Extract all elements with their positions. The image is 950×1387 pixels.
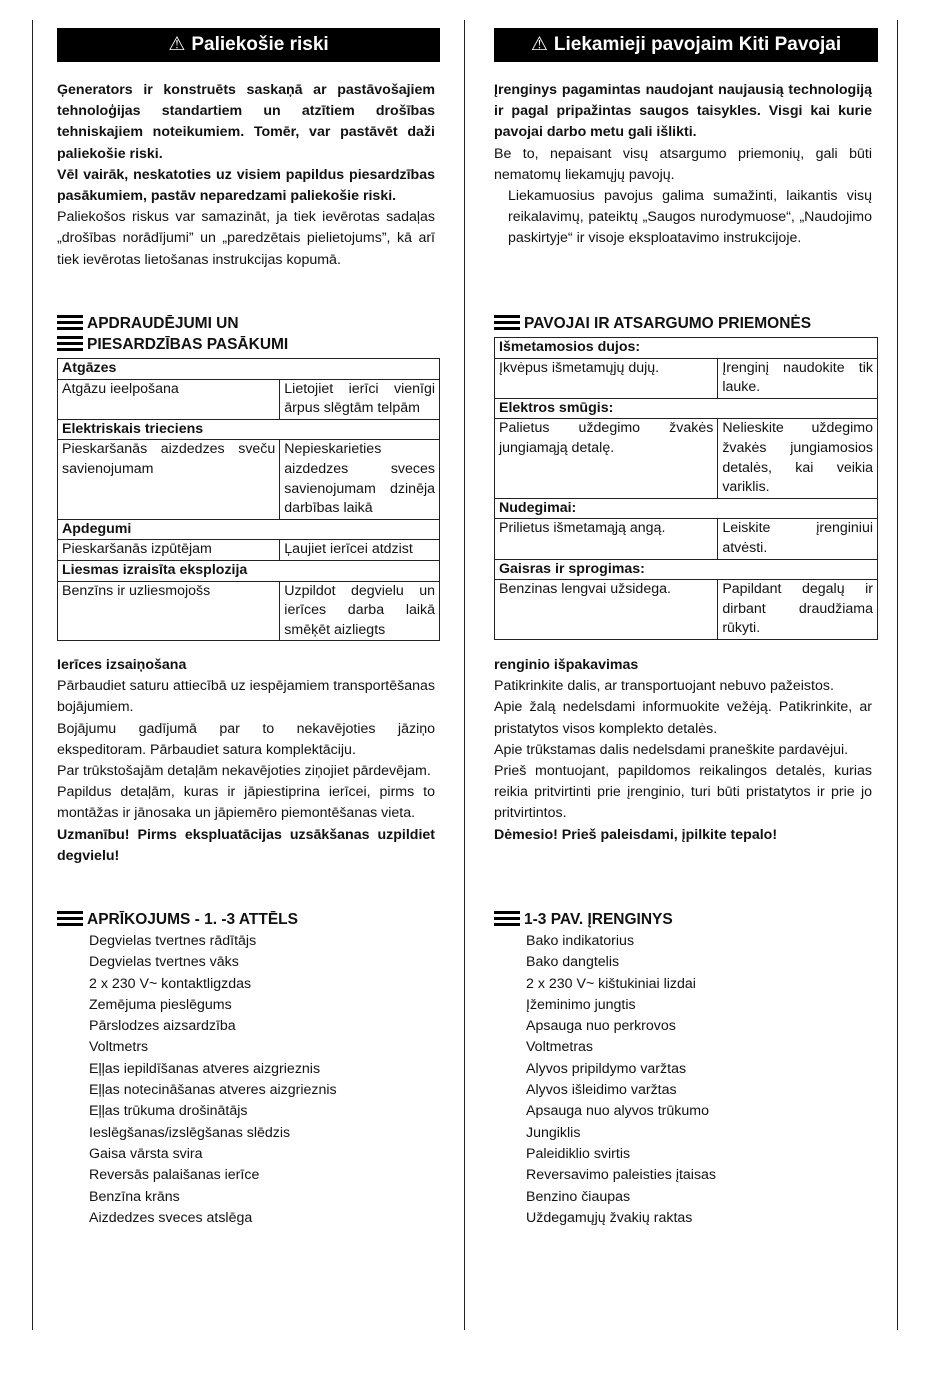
list-lines-icon [494,315,520,331]
hazard-detail-row [58,540,440,561]
equipment-item: Jungiklis [526,1124,581,1141]
left-unpack-heading: Ierīces izsaiņošana [57,657,187,673]
left-equipment-list [89,931,435,1229]
unpack-paragraph: Patikrinkite dalis, ar transportuojant nebuvo pažeistos. [494,678,834,695]
equipment-item: Degvielas tvertnes rādītājs [89,933,257,949]
right-hazards-heading: PAVOJAI IR ATSARGUMO PRIEMONĖS [494,313,811,334]
list-lines-icon [57,911,83,927]
right-banner-title: Liekamieji pavojaim Kiti Pavojai [553,34,842,55]
hazard-cause: Įkvėpus išmetamųjų dujų. [495,358,718,398]
equipment-item: Reversavimo paleisties įtaisas [526,1167,717,1184]
left-intro-bold-1: Ģenerators ir konstruēts saskaņā ar pastāvošajiem tehnoloģijas standartiem un atzītiem drošības tehniskajiem noteikumiem. Tomēr, var pastāvēt daži paliekošie riski. [57,82,435,162]
equipment-item: Benzīna krāns [89,1188,180,1205]
hazard-title-row [58,560,440,581]
left-unpacking [57,655,435,867]
left-banner-title: Paliekošie riski [191,34,329,55]
equipment-item: Degvielas tvertnes vāks [89,954,239,971]
unpack-paragraph: Par trūkstošajām detaļām nekavējoties ziņojiet pārdevējam. [57,763,431,780]
left-unpack-warning: Uzmanību! Pirms ekspluatācijas uzsākšanas uzpildiet degvielu! [57,826,435,864]
right-equipment-list [526,931,872,1229]
center-divider-line [464,20,465,1330]
left-border-line [32,20,33,1330]
hazard-title: Gaisras ir sprogimas: [495,559,878,580]
hazard-detail-row [495,419,878,498]
hazard-title: Liesmas izraisīta eksplozija [58,560,440,581]
hazard-detail-row [495,580,878,640]
hazard-detail-row [58,379,440,419]
equipment-item: Gaisa vārsta svira [89,1145,203,1162]
hazard-action: Įrenginį naudokite tik lauke. [718,358,878,398]
equipment-item: Apsauga nuo perkrovos [526,1018,676,1035]
hazard-title: Elektros smūgis: [495,398,878,419]
right-hazards-table [494,337,878,640]
hazard-action: Uzpildot degvielu un ierīces darba laikā smēķēt aizliegts [280,581,440,641]
unpack-paragraph: Prieš montuojant, papildomos reikalingos detalės, kurias reikia pritvirtinti prie įrenginio, turi būti pristatytos ir prie jo pritvirtintos. [494,763,872,822]
left-hazards-heading: APDRAUDĒJUMI UN PIESARDZĪBAS PASĀKUMI [57,313,288,355]
left-equipment-heading: APRĪKOJUMS - 1. -3 ATTĒLS [57,909,298,930]
hazard-action: Papildant degalų ir dirbant draudžiama rūkyti. [718,580,878,640]
hazard-cause: Pieskaršanās aizdedzes sveču savienojumam [58,440,280,519]
right-intro [494,80,872,250]
hazard-title: Atgāzes [58,359,440,380]
hazard-title: Apdegumi [58,519,440,540]
left-intro-normal: Paliekošos riskus var samazināt, ja tiek ievērotas sadaļas „drošības norādījumi” un „paredzētais pielietojums”, kā arī tiek ievērotas lietošanas instrukcijas kopumā. [57,209,435,268]
warning-triangle-icon: ⚠ [168,34,186,55]
hazard-action: Ļaujiet ierīcei atdzist [280,540,440,561]
equipment-item: Eļļas trūkuma drošinātājs [89,1103,248,1120]
equipment-item: Ieslēgšanas/izslēgšanas slēdzis [89,1124,291,1141]
equipment-item: Alyvos išleidimo varžtas [526,1082,677,1099]
hazard-action: Nelieskite uždegimo žvakės jungiamosios detalės, kai veikia variklis. [718,419,878,498]
equipment-item: 2 x 230 V~ kištukiniai lizdai [526,975,696,992]
right-unpacking [494,655,872,846]
left-banner [57,28,440,62]
left-intro [57,80,435,271]
hazard-title-row [58,359,440,380]
hazard-title: Nudegimai: [495,498,878,519]
hazard-cause: Benzinas lengvai užsidega. [495,580,718,640]
right-border-line [897,20,898,1330]
hazard-title-row [495,398,878,419]
right-column [494,28,878,62]
hazard-title-row [58,519,440,540]
right-intro-bold: Įrenginys pagamintas naudojant naujausią technologiją ir pagal pripažintas saugos taisykles. Visgi kai kurie pavojai darbo metu gali išlikti. [494,82,872,141]
equipment-item: Bako dangtelis [526,954,620,971]
hazard-detail-row [495,519,878,559]
right-unpack-warning: Dėmesio! Prieš paleisdami, įpilkite tepalo! [494,826,778,843]
hazard-cause: Palietus uždegimo žvakės jungiamąją detalę. [495,419,718,498]
left-hazards-table [57,358,440,641]
warning-triangle-icon: ⚠ [530,34,548,55]
equipment-item: Benzino čiaupas [526,1188,631,1205]
unpack-paragraph: Apie žalą nedelsdami informuokite vežėją. Patikrinkite, ar pristatytos visos komplekto detalės. [494,699,872,737]
hazard-cause: Prilietus išmetamąją angą. [495,519,718,559]
right-intro-indented: Liekamuosius pavojus galima sumažinti, laikantis visų reikalavimų, pateiktų „Saugos nurodymuose“, „Naudojimo paskirtyje“ ir visoje eksploatavimo instrukcijoje. [508,188,872,247]
hazard-title-row [58,419,440,440]
equipment-item: Alyvos pripildymo varžtas [526,1060,687,1077]
equipment-item: Pārslodzes aizsardzība [89,1018,236,1035]
hazard-detail-row [58,581,440,641]
hazard-cause: Pieskaršanās izpūtējam [58,540,280,561]
equipment-item: Įžeminimo jungtis [526,996,636,1013]
list-lines-icon [57,315,83,331]
unpack-paragraph: Papildus detaļām, kuras ir jāpiestiprina ierīcei, pirms to montāžas ir jānosaka un jāpiemēro piemontēšanas vieta. [57,784,435,822]
equipment-item: Voltmetras [526,1039,594,1056]
hazard-title: Elektriskais trieciens [58,419,440,440]
equipment-item: Eļļas iepildīšanas atveres aizgrieznis [89,1060,321,1077]
hazard-action: Leiskite įrenginiui atvėsti. [718,519,878,559]
equipment-item: Aizdedzes sveces atslēga [89,1209,253,1226]
right-intro-normal: Be to, nepaisant visų atsargumo priemonių, gali būti nematomų liekamųjų pavojų. [494,145,872,183]
right-unpack-heading: renginio išpakavimas [494,657,639,673]
unpack-paragraph: Apie trūkstamas dalis nedelsdami praneškite pardavėjui. [494,741,849,758]
hazard-cause: Atgāzu ieelpošana [58,379,280,419]
equipment-item: Paleidiklio svirtis [526,1145,631,1162]
equipment-item: 2 x 230 V~ kontaktligzdas [89,975,252,992]
left-intro-bold-2: Vēl vairāk, neskatoties uz visiem papildus piesardzības pasākumiem, pastāv neparedzami paliekošie riski. [57,166,435,205]
hazard-title: Išmetamosios dujos: [495,338,878,359]
equipment-item: Apsauga nuo alyvos trūkumo [526,1103,709,1120]
unpack-paragraph: Bojājumu gadījumā par to nekavējoties jāziņo ekspeditoram. Pārbaudiet satura komplektāciju. [57,720,435,758]
unpack-paragraph: Pārbaudiet saturu attiecībā uz iespējamiem transportēšanas bojājumiem. [57,678,435,716]
hazard-detail-row [495,358,878,398]
equipment-item: Reversās palaišanas ierīce [89,1167,260,1184]
list-lines-icon [494,911,520,927]
hazard-action: Nepieskarieties aizdedzes sveces savienojumam dzinēja darbības laikā [280,440,440,519]
equipment-item: Bako indikatorius [526,933,635,949]
hazard-title-row [495,338,878,359]
equipment-item: Voltmetrs [89,1039,149,1056]
right-equipment-heading: 1-3 PAV. ĮRENGINYS [494,909,673,930]
right-banner [494,28,878,62]
hazard-title-row [495,559,878,580]
equipment-item: Uždegamųjų žvakių raktas [526,1209,693,1226]
left-column [57,28,440,62]
hazard-detail-row [58,440,440,519]
list-lines-icon [57,336,83,352]
hazard-title-row [495,498,878,519]
equipment-item: Eļļas notecināšanas atveres aizgrieznis [89,1082,337,1099]
hazard-cause: Benzīns ir uzliesmojošs [58,581,280,641]
hazard-action: Lietojiet ierīci vienīgi ārpus slēgtām telpām [280,379,440,419]
equipment-item: Zemējuma pieslēgums [89,996,232,1013]
